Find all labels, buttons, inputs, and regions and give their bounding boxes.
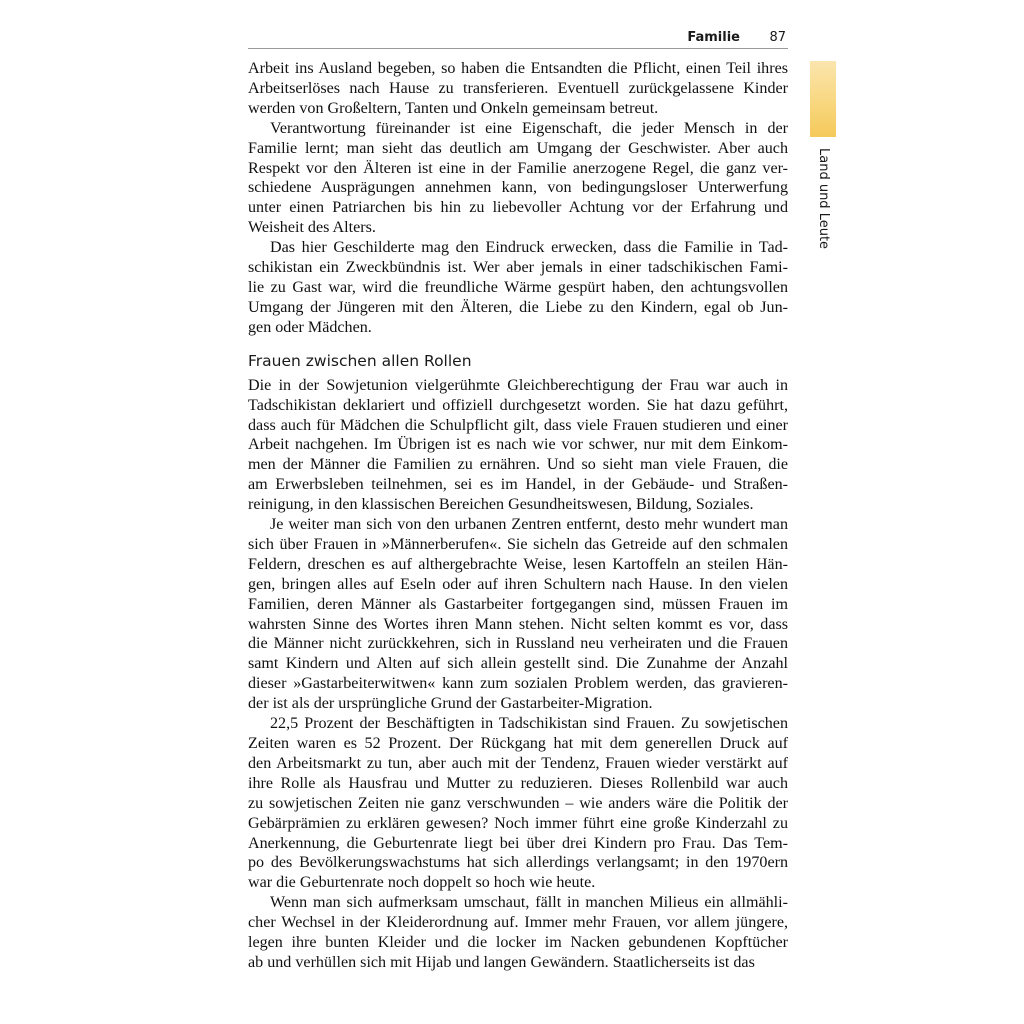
text-line: gen oder Mädchen. <box>248 318 372 336</box>
text-line: Respekt vor den Älteren ist eine in der Familie anerzogene Regel, die ganz ver- <box>248 159 788 177</box>
text-line: dass auch für Mädchen die Schulpflicht gilt, dass viele Frauen studieren und einer <box>248 416 788 434</box>
text-line: werden von Großeltern, Tanten und Onkeln gemeinsam betreut. <box>248 99 659 117</box>
page-number: 87 <box>769 30 786 45</box>
text-line: Je weiter man sich von den urbanen Zentren entfernt, desto mehr wundert man <box>270 516 788 534</box>
text-line: ihre Rolle als Hausfrau und Mutter zu reduzieren. Dieses Rollenbild war auch <box>248 774 788 792</box>
text-line: men der Männer die Familien zu ernähren. Und so sieht man viele Frauen, die <box>248 456 788 474</box>
chapter-side-label: Land und Leute <box>816 148 831 250</box>
text-line: Feldern, dreschen es auf althergebrachte Weise, lesen Kartoffeln an steilen Hän- <box>248 555 788 573</box>
text-line: zu sowjetischen Zeiten nie ganz verschwunden – wie anders wäre die Politik der <box>248 794 788 812</box>
text-line: Arbeit nachgehen. Im Übrigen ist es nach wie vor schwer, nur mit dem Einkom- <box>248 436 788 454</box>
section-subheading: Frauen zwischen allen Rollen <box>248 351 472 370</box>
text-line: war die Geburtenrate noch doppelt so hoch wie heute. <box>248 874 596 892</box>
text-line: Familie lernt; man sieht das deutlich am Umgang der Geschwister. Aber auch <box>248 139 788 157</box>
text-line: cher Wechsel in der Kleiderordnung auf. Immer mehr Frauen, vor allem jüngere, <box>248 914 788 932</box>
paragraph <box>248 893 788 973</box>
text-line: Familien, deren Männer als Gastarbeiter fortgegangen sind, müssen Frauen im <box>248 595 788 613</box>
text-line: 22,5 Prozent der Beschäftigten in Tadschikistan sind Frauen. Zu sowjetischen <box>270 715 788 733</box>
paragraph <box>248 238 788 338</box>
text-line: Arbeit ins Ausland begeben, so haben die Entsandten die Pflicht, einen Teil ihres <box>248 60 788 77</box>
text-line: ab und verhüllen sich mit Hijab und langen Gewändern. Staatlicherseits ist das <box>248 953 755 971</box>
paragraph <box>248 59 788 119</box>
section-title: Familie <box>687 30 740 45</box>
body-text <box>248 59 788 973</box>
text-line: Tadschikistan deklariert und offiziell durchgesetzt worden. Sie hat dazu geführt, <box>248 396 788 414</box>
running-header <box>248 28 788 49</box>
text-line: schikistan ein Zweckbündnis ist. Wer aber jemals in einer tadschikischen Fami- <box>248 259 788 277</box>
text-line: der ist als der ursprüngliche Grund der Gastarbeiter-Migration. <box>248 695 653 713</box>
text-line: dieser »Gastarbeiterwitwen« kann zum sozialen Problem werden, das gravieren- <box>248 675 788 693</box>
text-line: schiedene Ausprägungen annehmen kann, von bedingungsloser Unterwerfung <box>248 179 788 197</box>
text-line: reinigung, in den klassischen Bereichen Gesundheitswesen, Bildung, Soziales. <box>248 496 754 514</box>
text-line: Arbeitserlöses nach Hause zu transferieren. Eventuell zurückgelassene Kinder <box>248 79 788 97</box>
text-line: Umgang der Jüngeren mit den Älteren, die Liebe zu den Kindern, egal ob Jun- <box>248 298 788 316</box>
paragraph <box>248 376 788 515</box>
text-line: samt Kindern und Alten auf sich allein gestellt sind. Die Zunahme der Anzahl <box>248 655 788 673</box>
text-line: Weisheit des Alters. <box>248 219 376 237</box>
text-line: am Erwerbsleben teilnehmen, sei es im Handel, in der Gebäude- und Straßen- <box>248 476 788 494</box>
paragraph <box>248 119 788 238</box>
text-line: gen, bringen alles auf Eseln oder auf ihren Schultern nach Hause. In den vielen <box>248 575 788 593</box>
text-line: legen ihre bunten Kleider und die locker im Nacken gebundenen Kopftücher <box>248 934 788 952</box>
paragraph <box>248 714 788 893</box>
text-line: wahrsten Sinne des Wortes ihren Mann stehen. Nicht selten kommt es vor, dass <box>248 615 788 633</box>
text-line: die Männer nicht zurückkehren, sich in Russland neu verheiraten und die Frauen <box>248 635 788 653</box>
paragraphs-before-heading <box>248 59 788 338</box>
text-line: lie zu Gast war, wird die freundliche Wärme gespürt haben, den achtungsvollen <box>248 278 788 296</box>
text-line: Das hier Geschilderte mag den Eindruck erwecken, dass die Familie in Tad- <box>270 239 788 257</box>
text-line: Gebärprämien zu erklären gewesen? Noch immer führt eine große Kinderzahl zu <box>248 814 788 832</box>
paragraphs-after-heading <box>248 376 788 973</box>
chapter-thumb-tab <box>810 61 836 137</box>
text-line: den Arbeitsmarkt zu tun, aber auch mit der Tendenz, Frauen wieder verstärkt auf <box>248 754 788 772</box>
text-line: Die in der Sowjetunion vielgerühmte Gleichberechtigung der Frau war auch in <box>248 376 788 394</box>
text-line: Verantwortung füreinander ist eine Eigenschaft, die jeder Mensch in der <box>270 119 788 137</box>
text-line: Zeiten waren es 52 Prozent. Der Rückgang hat mit dem generellen Druck auf <box>248 735 788 752</box>
text-line: Wenn man sich aufmerksam umschaut, fällt in manchen Milieus ein allmähli- <box>270 894 788 912</box>
text-line: Anerkennung, die Geburtenrate liegt bei über drei Kindern pro Frau. Das Tem- <box>248 834 788 852</box>
text-line: sich über Frauen in »Männerberufen«. Sie sicheln das Getreide auf den schmalen <box>248 535 788 553</box>
text-line: po des Bevölkerungswachstums hat sich allerdings verlangsamt; in den 1970ern <box>248 854 788 872</box>
paragraph <box>248 515 788 714</box>
text-line: unter einen Patriarchen bis hin zu liebevoller Achtung vor der Erfahrung und <box>248 199 788 217</box>
